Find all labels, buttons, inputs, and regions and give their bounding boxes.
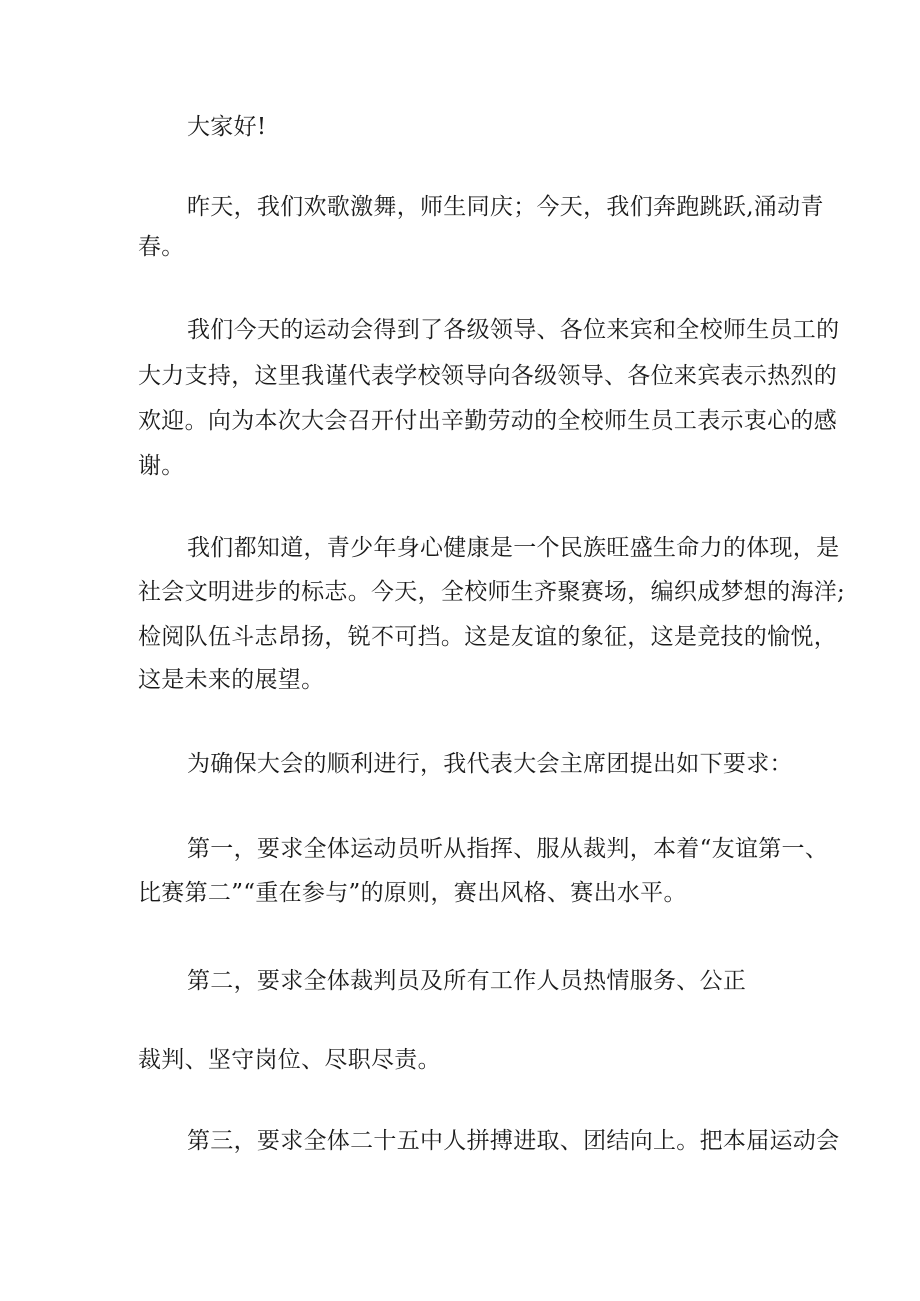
paragraph-2-line-1: 我们今天的运动会得到了各级领导、各位来宾和全校师生员工的 — [187, 317, 840, 343]
paragraph-3-line-3: 检阅队伍斗志昂扬，锐不可挡。这是友谊的象征，这是竞技的愉悦， — [138, 624, 837, 650]
paragraph-3-line-4: 这是未来的展望。 — [138, 667, 325, 693]
paragraph-6-line-2: 裁判、坚守岗位、尽职尽责。 — [138, 1047, 441, 1073]
greeting-line: 大家好! — [187, 114, 267, 140]
paragraph-2-line-2: 大力支持，这里我谨代表学校领导向各级领导、各位来宾表示热烈的 — [138, 363, 837, 389]
paragraph-2-line-4: 谢。 — [138, 453, 185, 479]
paragraph-7-line-1: 第三，要求全体二十五中人拼搏进取、团结向上。把本届运动会 — [187, 1128, 840, 1154]
paragraph-6-line-1: 第二，要求全体裁判员及所有工作人员热情服务、公正 — [187, 968, 747, 994]
paragraph-1-line-2: 春。 — [138, 234, 185, 260]
paragraph-3-line-1: 我们都知道，青少年身心健康是一个民族旺盛生命力的体现，是 — [187, 535, 840, 561]
paragraph-5-line-1: 第一，要求全体运动员听从指挥、服从裁判，本着“友谊第一、 — [187, 836, 829, 862]
paragraph-1-line-1: 昨天，我们欢歌激舞，师生同庆；今天，我们奔跑跳跃,涌动青 — [187, 194, 824, 220]
paragraph-3-line-2: 社会文明进步的标志。今天，全校师生齐聚赛场，编织成梦想的海洋; — [138, 579, 846, 605]
paragraph-4-line-1: 为确保大会的顺利进行，我代表大会主席团提出如下要求： — [187, 751, 793, 777]
paragraph-2-line-3: 欢迎。向为本次大会召开付出辛勤劳动的全校师生员工表示衷心的感 — [138, 408, 837, 434]
paragraph-5-line-2: 比赛第二”“重在参与”的原则，赛出风格、赛出水平。 — [138, 880, 687, 906]
